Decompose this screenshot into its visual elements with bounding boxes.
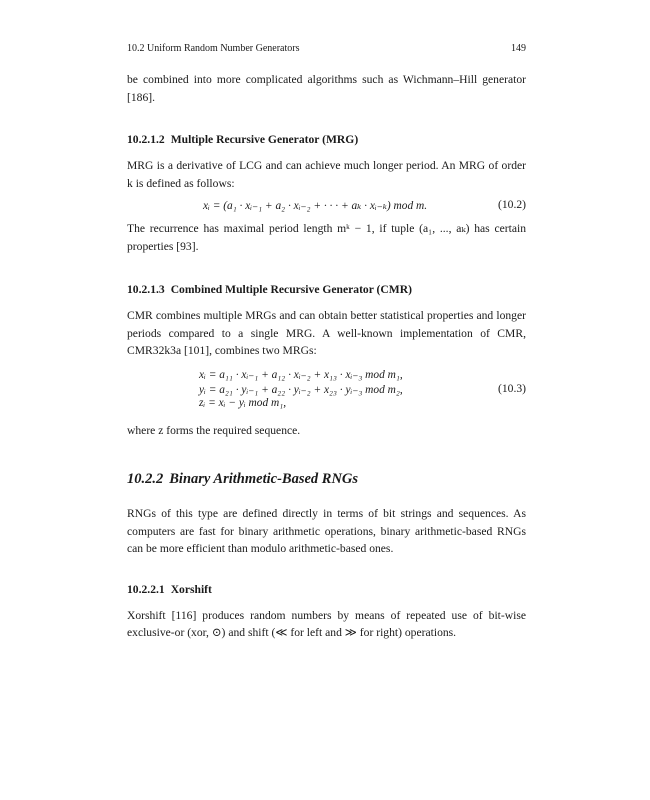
binary-paragraph: RNGs of this type are defined directly in terms of bit strings and sequences. As computers are fast for binary arithmetic operations, binary arithmetic-based RNGs can be more efficient than modulo arithmetic-based ones. (127, 507, 526, 555)
page-content (127, 42, 526, 642)
heading-xorshift-number: 10.2.2.1 (127, 582, 165, 596)
equation-10-2 (127, 192, 526, 220)
equation-10-3 (127, 360, 526, 422)
equation-10-3-number: (10.3) (497, 381, 526, 395)
page-number: 149 (511, 43, 526, 54)
equation-10-3-line1: xᵢ = a₁₁ · xᵢ₋₁ + a₁₂ · xᵢ₋₂ + x₁₃ · xᵢ₋₃ mod m₁, (199, 368, 403, 381)
equation-10-2-body: xᵢ = (a₁ · xᵢ₋₁ + a₂ · xᵢ₋₂ + · · · + aₖ · xᵢ₋ₖ) mod m. (203, 200, 428, 212)
heading-xorshift-title: Xorshift (170, 582, 212, 596)
where-z-paragraph: where z forms the required sequence. (127, 423, 301, 437)
heading-xorshift (127, 582, 526, 598)
heading-mrg-title: Multiple Recursive Generator (MRG) (170, 133, 359, 146)
intro-paragraph: be combined into more complicated algorithms such as Wichmann–Hill generator [186]. (127, 73, 526, 104)
equation-10-3-line2: yᵢ = a₂₁ · yᵢ₋₁ + a₂₂ · yᵢ₋₂ + x₂₃ · yᵢ₋₃ mod m₂, (199, 383, 403, 396)
heading-cmr-title: Combined Multiple Recursive Generator (CMR) (170, 283, 412, 296)
heading-binary-number: 10.2.2 (127, 471, 164, 487)
running-header (127, 42, 526, 56)
heading-mrg-number: 10.2.1.2 (127, 133, 165, 146)
xorshift-paragraph: Xorshift [116] produces random numbers by means of repeated use of bit-wise exclusive-or (xor, ⊙) and shift (≪ for left and ≫ for right) operations. (127, 608, 526, 639)
heading-mrg (127, 132, 526, 148)
heading-cmr (127, 282, 526, 298)
heading-binary (127, 470, 526, 488)
heading-binary-title: Binary Arithmetic-Based RNGs (169, 471, 359, 487)
recurrence-paragraph: The recurrence has maximal period length mᵏ − 1, if tuple (a₁, ..., aₖ) has certain properties [93]. (127, 222, 526, 253)
heading-cmr-number: 10.2.1.3 (127, 283, 165, 296)
running-header-title: 10.2 Uniform Random Number Generators (127, 43, 300, 54)
cmr-paragraph: CMR combines multiple MRGs and can obtain better statistical properties and longer periods compared to a single MRG. A well-known implementation of CMR, CMR32k3a [101], combines two MRGs: (127, 309, 526, 357)
equation-10-2-number: (10.2) (497, 198, 526, 211)
mrg-paragraph: MRG is a derivative of LCG and can achieve much longer period. An MRG of order k is defined as follows: (127, 159, 526, 190)
equation-10-3-line3: zᵢ = xᵢ − yᵢ mod m₁, (199, 396, 287, 409)
